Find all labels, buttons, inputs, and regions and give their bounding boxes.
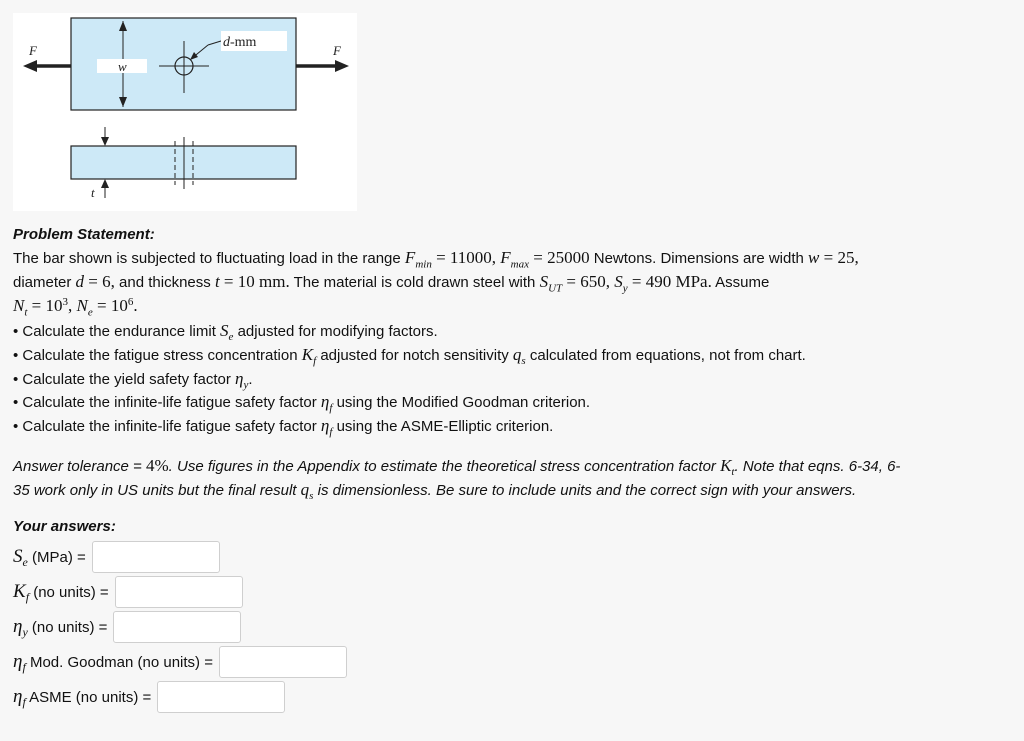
label-text: (no units) = bbox=[29, 584, 109, 601]
diameter-label: d-mm bbox=[223, 35, 257, 50]
bar-diagram bbox=[13, 13, 357, 211]
bullet-yield-safety bbox=[13, 369, 253, 389]
right-force-arrowhead bbox=[335, 60, 349, 72]
thickness-label: t bbox=[91, 185, 95, 200]
thickness-value: = 10 mm. bbox=[219, 272, 290, 291]
symbol-sub: f bbox=[329, 402, 333, 414]
bullet-asme-elliptic bbox=[13, 416, 553, 436]
symbol: K bbox=[13, 581, 26, 602]
text-segment: and thickness bbox=[114, 274, 215, 291]
text-segment: adjusted for notch sensitivity bbox=[316, 347, 513, 364]
kf-input[interactable] bbox=[115, 576, 243, 608]
ne-exponent: 6 bbox=[127, 296, 134, 308]
text-segment: . Use figures in the Appendix to estimate the theoretical stress concentration factor bbox=[168, 458, 721, 475]
width-value: = 25, bbox=[819, 248, 859, 267]
symbol: K bbox=[720, 456, 732, 475]
symbol: q bbox=[300, 480, 310, 499]
text-segment: • Calculate the endurance limit bbox=[13, 323, 221, 340]
label-text: ASME (no units) = bbox=[25, 689, 152, 706]
text-segment: • Calculate the fatigue stress concentration bbox=[13, 347, 302, 364]
symbol-sub: f bbox=[22, 660, 26, 674]
left-force-arrowhead bbox=[23, 60, 37, 72]
answer-label bbox=[13, 651, 213, 673]
symbol: η bbox=[13, 651, 23, 672]
problem-line-2: diameter d = 6, and thickness t = 10 mm. The material is cold drawn steel with $S_{UT} = 650$, $S_y = 490$ MPa. Assume bbox=[13, 272, 770, 295]
text-segment: The bar shown is subjected to fluctuating load in the range bbox=[13, 250, 405, 267]
symbol-sub: e bbox=[22, 555, 28, 569]
nt-exponent: 3 bbox=[62, 296, 68, 308]
answer-row-eta-y bbox=[13, 610, 241, 644]
text-segment: is dimensionless. Be sure to include units and the correct sign with your answers. bbox=[313, 482, 857, 499]
text-segment: • Calculate the infinite-life fatigue safety factor bbox=[13, 394, 321, 411]
symbol-sub: f bbox=[25, 590, 30, 604]
answer-row-kf bbox=[13, 575, 243, 609]
bullet-goodman bbox=[13, 392, 590, 412]
width-label: w bbox=[118, 59, 127, 74]
text-segment: using the ASME-Elliptic criterion. bbox=[332, 418, 554, 435]
symbol: S bbox=[220, 321, 229, 340]
fmax-value: = 25000 bbox=[529, 248, 590, 267]
label-text: (MPa) = bbox=[27, 549, 86, 566]
period: . bbox=[133, 296, 138, 315]
symbol: η bbox=[13, 616, 23, 637]
symbol-sub: f bbox=[22, 695, 26, 709]
fmin-value: = 11000, bbox=[431, 248, 501, 267]
symbol-sub: s bbox=[309, 490, 314, 502]
bullet-stress-concentration bbox=[13, 345, 806, 365]
text-segment: • Calculate the yield safety factor bbox=[13, 371, 236, 388]
tolerance-note-line-2 bbox=[13, 480, 856, 500]
answer-label bbox=[13, 546, 86, 568]
answer-row-eta-f-goodman bbox=[13, 645, 347, 679]
eta-f-asme-input[interactable] bbox=[157, 681, 285, 713]
answers-title: Your answers: bbox=[13, 518, 116, 535]
text-segment: . Note that eqns. 6-34, 6- bbox=[734, 458, 901, 475]
problem-title: Problem Statement: bbox=[13, 226, 155, 243]
symbol: η bbox=[13, 686, 23, 707]
diameter-value: = 6, bbox=[84, 272, 115, 291]
symbol-sub: y bbox=[243, 379, 249, 391]
tolerance-value: 4% bbox=[146, 456, 169, 475]
bar-figure bbox=[13, 13, 357, 211]
text-segment: using the Modified Goodman criterion. bbox=[332, 394, 591, 411]
text-segment: calculated from equations, not from chart. bbox=[525, 347, 806, 364]
symbol: S bbox=[13, 546, 23, 567]
eta-f-goodman-input[interactable] bbox=[219, 646, 347, 678]
symbol-sub: f bbox=[329, 426, 333, 438]
text-segment: diameter bbox=[13, 274, 76, 291]
text-segment: Assume bbox=[711, 274, 770, 291]
symbol: η bbox=[235, 369, 244, 388]
answer-label bbox=[13, 616, 107, 638]
symbol: η bbox=[320, 392, 330, 411]
right-force-label: F bbox=[333, 43, 341, 58]
nt-value: = 10 bbox=[27, 296, 63, 315]
label-text: Mod. Goodman (no units) = bbox=[25, 654, 213, 671]
sut-value: = 650, bbox=[562, 272, 615, 291]
text-segment: 35 work only in US units but the final result bbox=[13, 482, 301, 499]
answer-row-se bbox=[13, 540, 220, 574]
text-segment: . bbox=[248, 371, 253, 388]
ne-value: = 10 bbox=[92, 296, 128, 315]
answer-row-eta-f-asme bbox=[13, 680, 285, 714]
text-segment: adjusted for modifying factors. bbox=[233, 323, 438, 340]
thickness-arrowhead-top bbox=[101, 137, 109, 146]
left-force-label: F bbox=[29, 43, 37, 58]
eta-y-input[interactable] bbox=[113, 611, 241, 643]
symbol: K bbox=[301, 345, 314, 364]
symbol: η bbox=[320, 416, 330, 435]
answer-label bbox=[13, 686, 151, 708]
bullet-endurance-limit bbox=[13, 321, 438, 341]
symbol-sub: y bbox=[22, 625, 28, 639]
symbol-sub: t bbox=[731, 466, 735, 478]
symbol-sub: s bbox=[521, 355, 526, 367]
text-segment: Answer tolerance = bbox=[13, 458, 146, 475]
text-segment: Newtons. Dimensions are width bbox=[589, 250, 809, 267]
symbol-sub: f bbox=[313, 355, 317, 367]
symbol-sub: e bbox=[228, 331, 234, 343]
separator: , bbox=[68, 296, 77, 315]
problem-line-1: The bar shown is subjected to fluctuating load in the range $F_{min} = 11000$, $F_{max} = 25000$ Newtons. Dimensions are width w = 25, bbox=[13, 248, 859, 271]
text-segment: The material is cold drawn steel with bbox=[289, 274, 540, 291]
sy-value: = 490 MPa. bbox=[627, 272, 712, 291]
answer-label bbox=[13, 581, 109, 603]
symbol: q bbox=[512, 345, 522, 364]
tolerance-note-line-1 bbox=[13, 456, 900, 476]
text-segment: • Calculate the infinite-life fatigue safety factor bbox=[13, 418, 321, 435]
thickness-arrowhead-bottom bbox=[101, 179, 109, 188]
se-input[interactable] bbox=[92, 541, 220, 573]
label-text: (no units) = bbox=[27, 619, 108, 636]
problem-line-3: $N_t = 10^3$, $N_e = 10^6$. bbox=[13, 296, 138, 319]
